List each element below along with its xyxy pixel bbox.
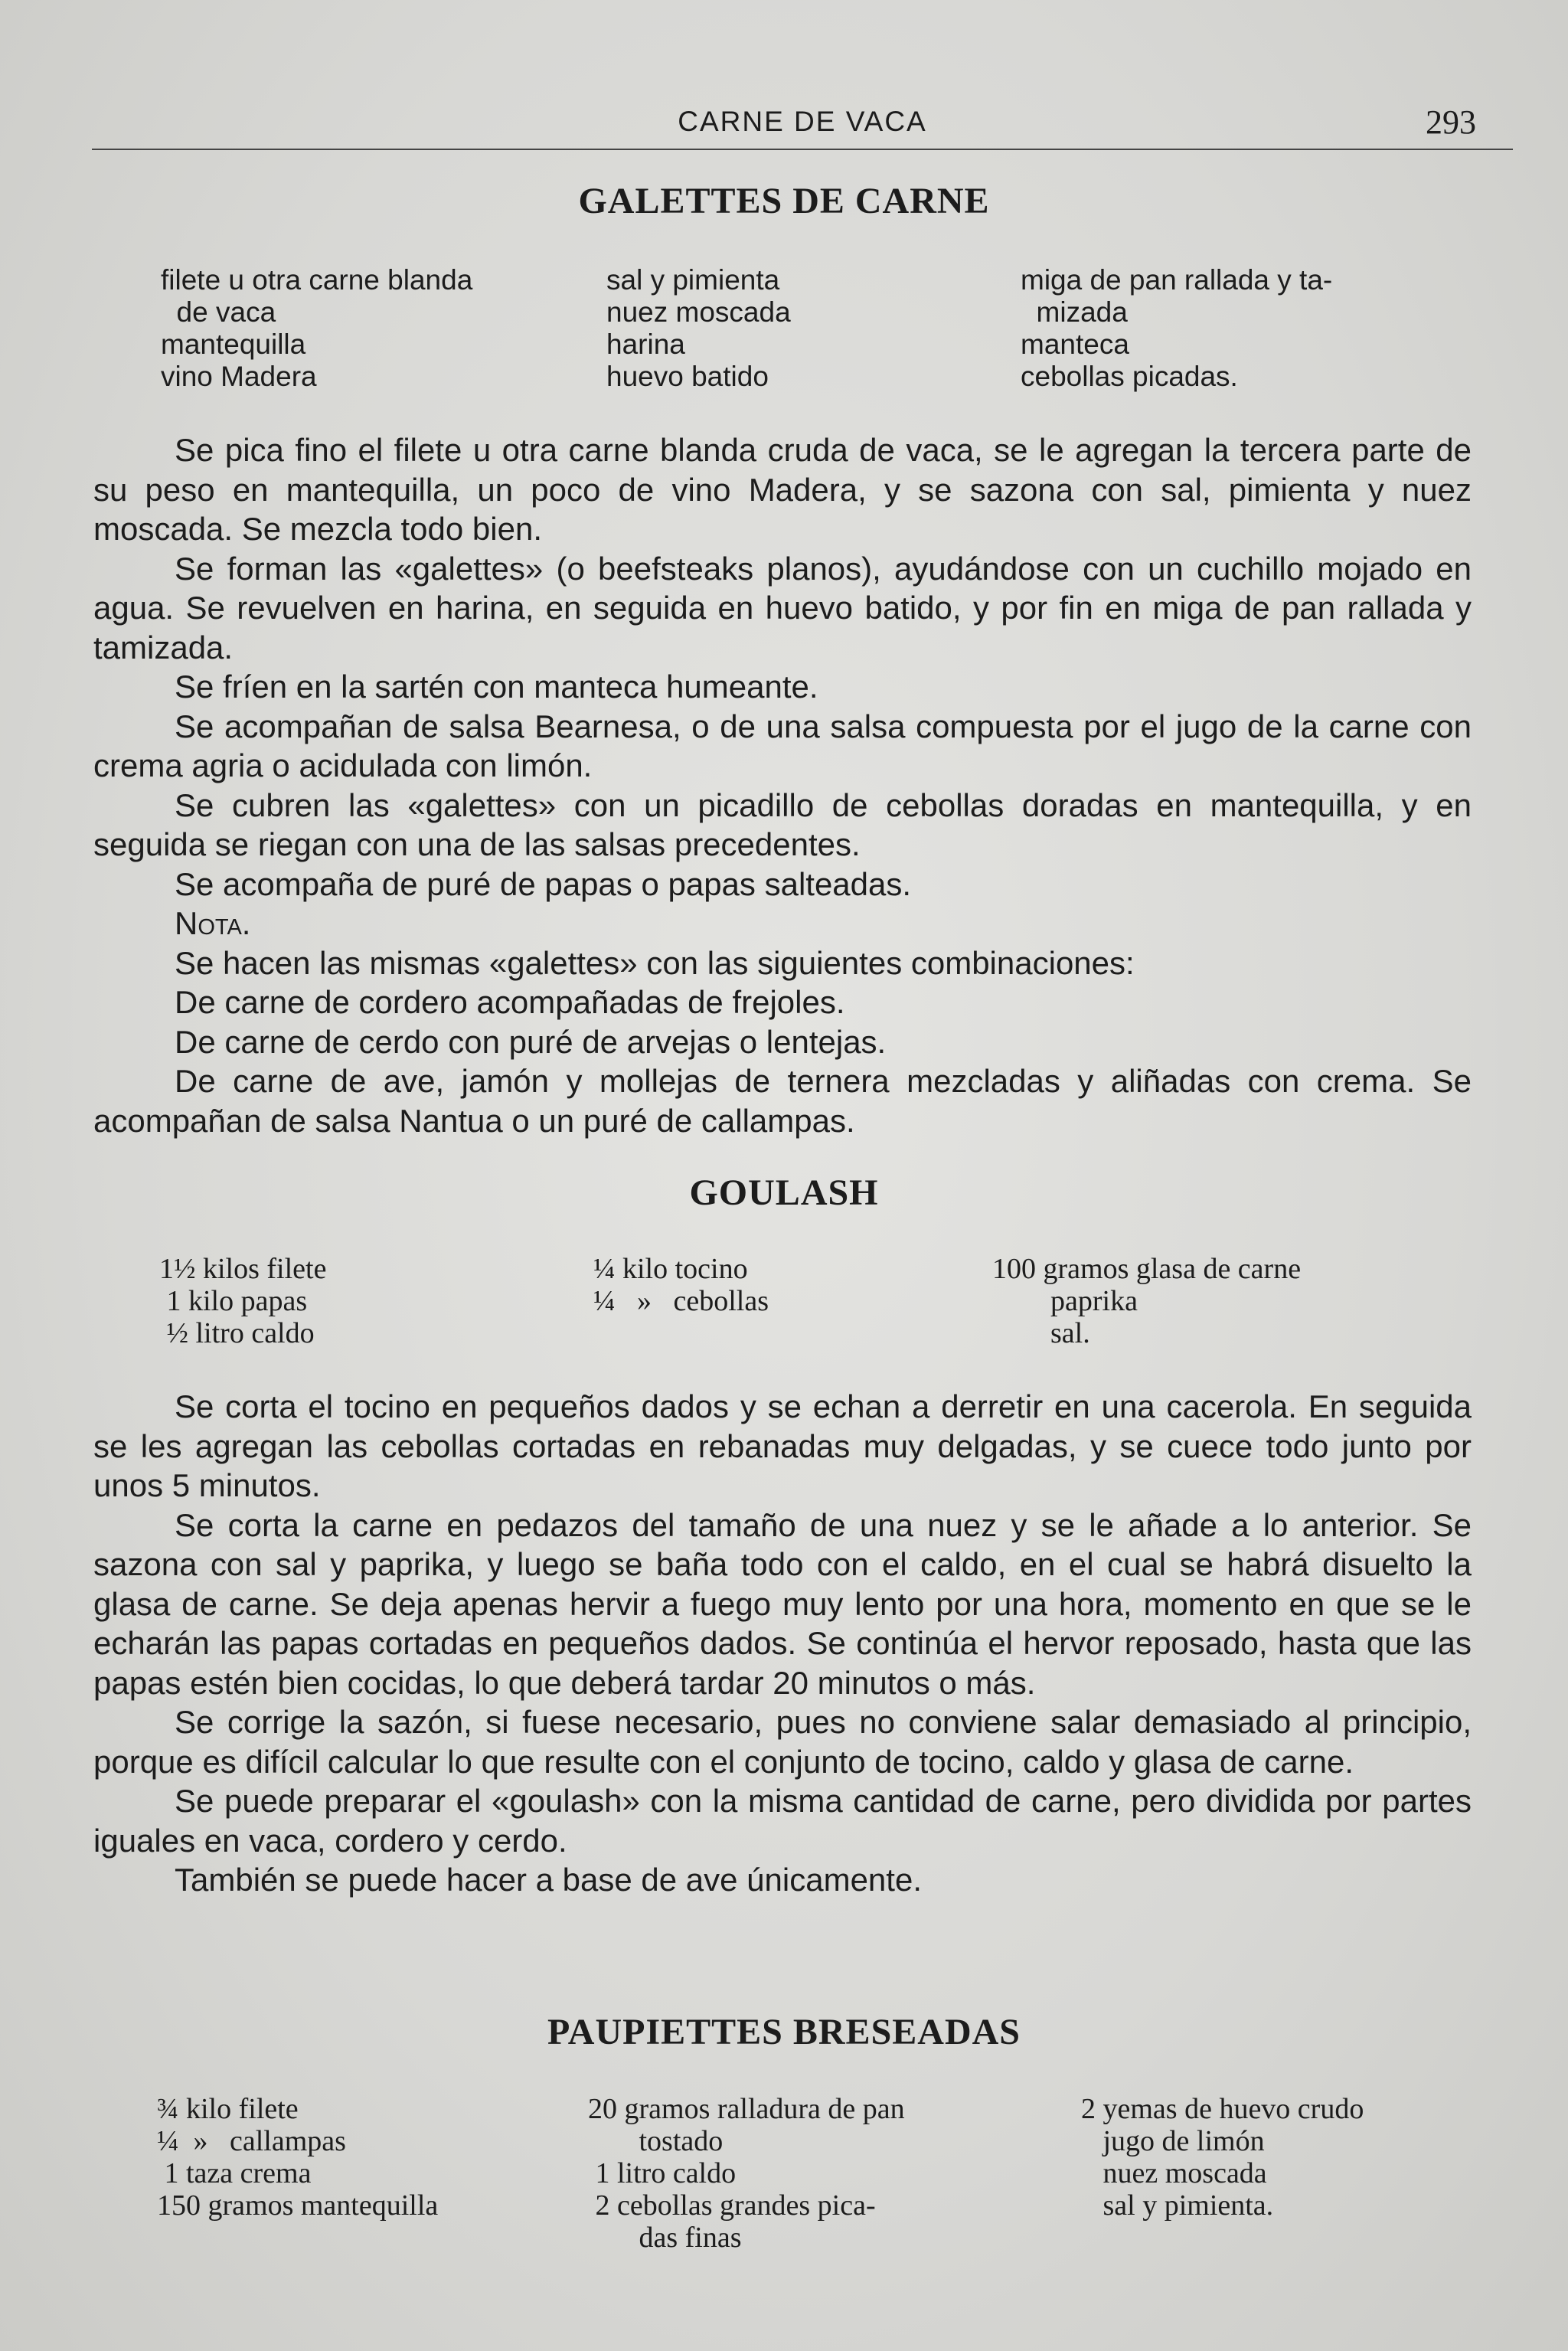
running-title: CARNE DE VACA [678,106,927,137]
recipe-title: GALETTES DE CARNE [578,181,990,221]
paragraph: Se cubren las «galettes» con un picadillo de cebollas doradas en mantequilla, y en seguida se riegan con una de las salsas precedentes. [93,786,1472,862]
paragraph: Se corta la carne en pedazos del tamaño de una nuez y se le añade a lo anterior. Se sazona con sal y paprika, y luego se baña todo con el caldo, en el cual se habrá disuelto la glasa de carne. Se deja apenas hervir a fuego muy lento por una hora, momento en que se le echarán las papas cortadas en pequeños dados. Se continúa el hervor reposado, hasta que las papas estén bien cocidas, lo que deberá tardar 20 minutos o más. [93,1506,1472,1701]
ingredients-column: 2 yemas de huevo crudo jugo de limón nuez moscada sal y pimienta. [1081,2093,1364,2222]
paragraph: Se acompaña de puré de papas o papas salteadas. [175,865,912,902]
paragraph: Se pica fino el filete u otra carne blanda cruda de vaca, se le agregan la tercera parte de su peso en mantequilla, un poco de vino Madera, y se sazona con sal, pimienta y nuez moscada. Se mezcla todo bien. [93,432,1472,547]
recipe-title: PAUPIETTES BRESEADAS [547,2012,1021,2052]
paragraph: Se acompañan de salsa Bearnesa, o de una salsa compuesta por el jugo de la carne con crema agria o acidulada con limón. [93,708,1472,783]
recipe-instructions [93,430,1472,1140]
ingredients-column: miga de pan rallada y ta- mizada manteca cebollas picadas. [1021,264,1333,392]
paragraph: También se puede hacer a base de ave únicamente. [175,1862,922,1898]
ingredients-column: 20 gramos ralladura de pan tostado 1 litro caldo 2 cebollas grandes pica- das finas [588,2093,905,2254]
paragraph: Se hacen las mismas «galettes» con las siguientes combinaciones: [175,944,1135,981]
recipe-instructions [93,1387,1472,1900]
page-header [92,103,1513,150]
ingredients-column: ¼ kilo tocino ¼ » cebollas [593,1253,769,1317]
ingredients-column: filete u otra carne blanda de vaca mantequilla vino Madera [161,264,473,392]
paragraph: Se fríen en la sartén con manteca humeante. [175,669,818,705]
paragraph: De carne de cordero acompañadas de frejoles. [175,984,845,1020]
note-heading: Nota. [175,905,251,941]
ingredients-column: 100 gramos glasa de carne paprika sal. [992,1253,1302,1349]
paragraph: Se corta el tocino en pequeños dados y se echan a derretir en una cacerola. En seguida se les agregan las cebollas cortadas en rebanadas muy delgadas, y se cuece todo junto por unos 5 minutos. [93,1388,1472,1503]
paragraph: De carne de cerdo con puré de arvejas o lentejas. [175,1023,887,1060]
paragraph: Se corrige la sazón, si fuese necesario, pues no conviene salar demasiado al principio, porque es difícil calcular lo que resulte con el conjunto de tocino, caldo y glasa de carne. [93,1704,1472,1780]
paragraph: De carne de ave, jamón y mollejas de ternera mezcladas y aliñadas con crema. Se acompañan de salsa Nantua o un puré de callampas. [93,1063,1472,1139]
page-number: 293 [1426,103,1476,141]
ingredients-column: ¾ kilo filete ¼ » callampas 1 taza crema 150 gramos mantequilla [157,2093,439,2222]
ingredients-column: 1½ kilos filete 1 kilo papas ½ litro caldo [159,1253,327,1349]
paragraph: Se forman las «galettes» (o beefsteaks planos), ayudándose con un cuchillo mojado en agua. Se revuelven en harina, en seguida en huevo batido, y por fin en miga de pan rallada y tamizada. [93,550,1472,665]
recipe-title: GOULASH [689,1172,879,1213]
paragraph: Se puede preparar el «goulash» con la misma cantidad de carne, pero dividida por partes iguales en vaca, cordero y cerdo. [93,1783,1472,1859]
ingredients-column: sal y pimienta nuez moscada harina huevo batido [606,264,791,392]
